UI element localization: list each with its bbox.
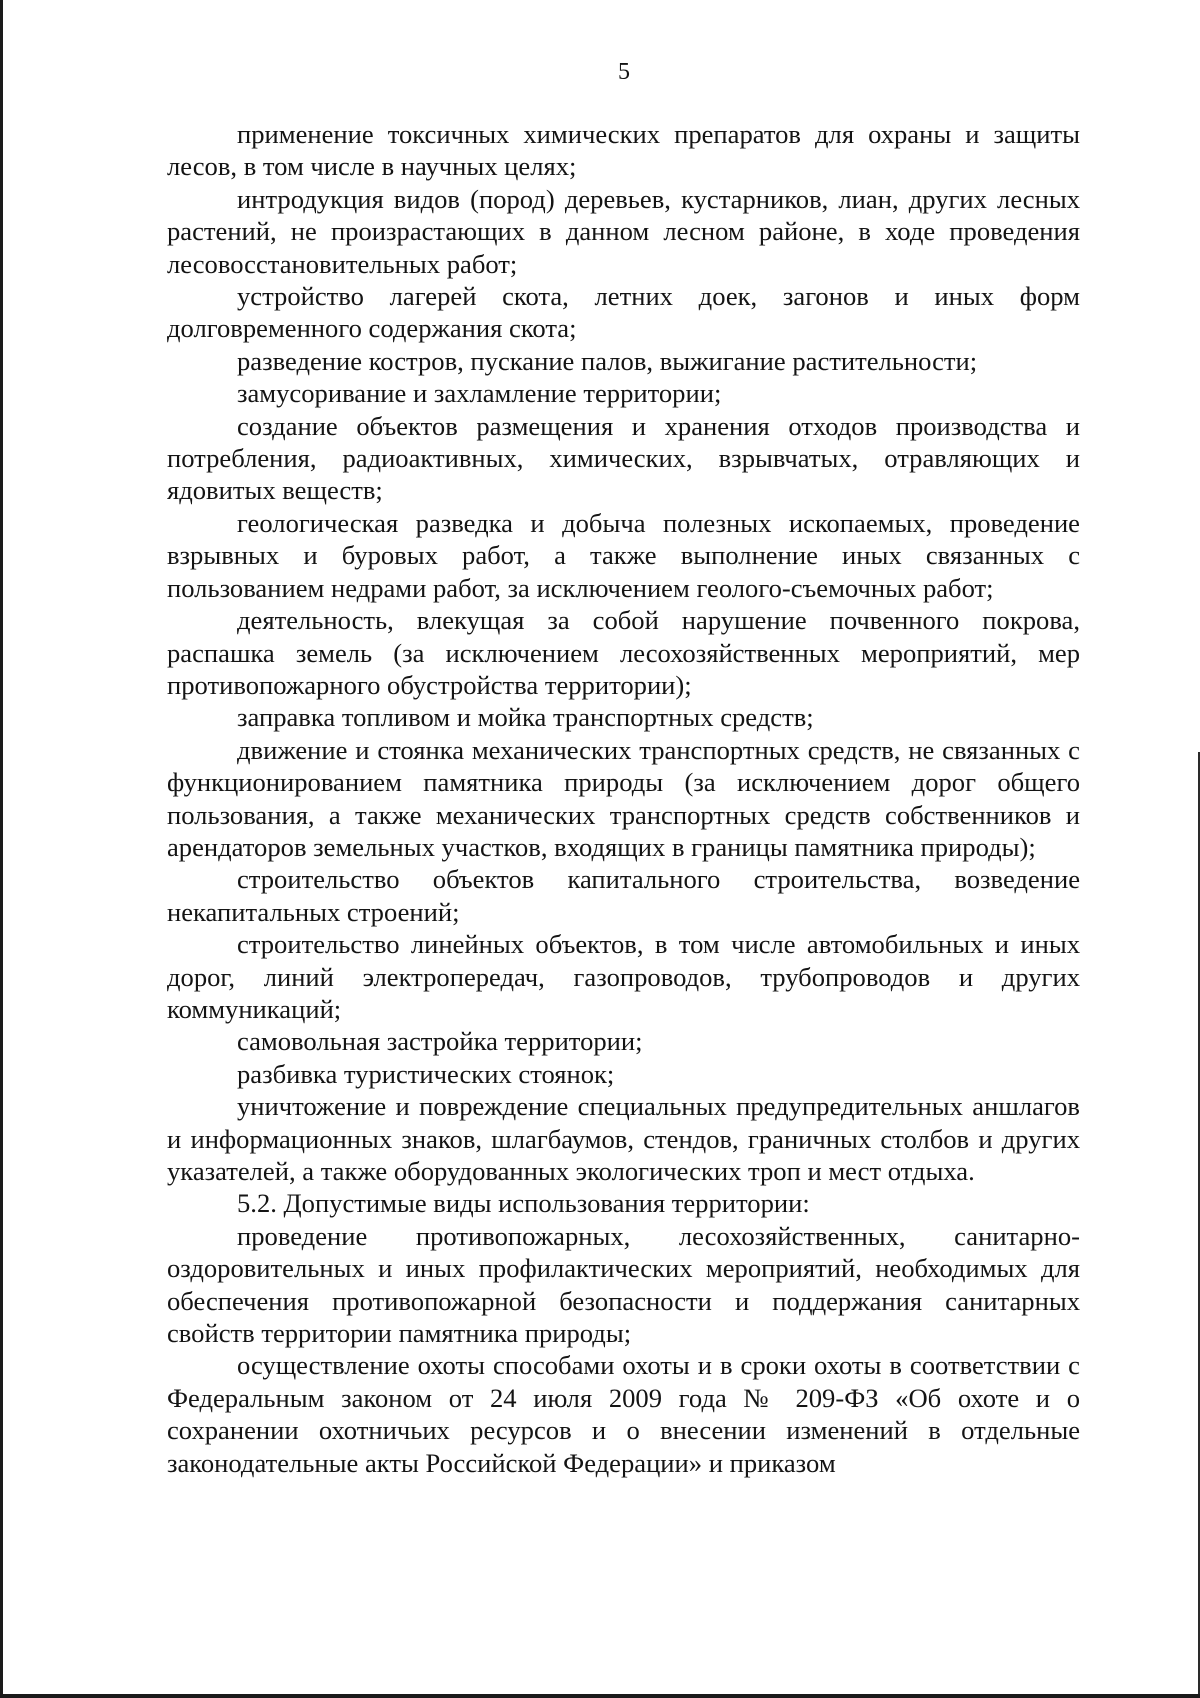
scan-border-left <box>0 0 3 1698</box>
paragraph: проведение противопожарных, лесохозяйственных, санитарно-оздоровительных и иных профилактических мероприятий, необходимых для обеспечения противопожарной безопасности и поддержания санитарных свойств территории памятника природы; <box>167 1220 1080 1349</box>
page-number: 5 <box>618 59 630 85</box>
paragraph: разведение костров, пускание палов, выжигание растительности; <box>237 345 978 376</box>
section-heading: 5.2. Допустимые виды использования территории: <box>237 1188 810 1219</box>
paragraph: движение и стоянка механических транспортных средств, не связанных с функционированием памятника природы (за исключением дорог общего пользования, а также механических транспортных средств собственников и арендаторов земельных участков, входящих в границы памятника природы); <box>167 734 1080 862</box>
paragraph: создание объектов размещения и хранения отходов производства и потребления, радиоактивных, химических, взрывчатых, отравляющих и ядовитых веществ; <box>167 410 1080 506</box>
scan-border-bottom <box>0 1694 1200 1698</box>
paragraph: осуществление охоты способами охоты и в сроки охоты в соответствии с Федеральным законом от 24 июля 2009 года № 209-ФЗ «Об охоте и о сохранении охотничьих ресурсов и о внесении изменений в отдельные законодательные акты Российской Федерации» и приказом <box>167 1350 1080 1478</box>
paragraph: применение токсичных химических препаратов для охраны и защиты лесов, в том числе в научных целях; <box>167 119 1080 182</box>
paragraph: устройство лагерей скота, летних доек, загонов и иных форм долговременного содержания скота; <box>167 281 1080 344</box>
document-body <box>167 118 1080 1479</box>
paragraph: заправка топливом и мойка транспортных средств; <box>237 702 814 733</box>
paragraph: самовольная застройка территории; <box>237 1026 643 1057</box>
paragraph: разбивка туристических стоянок; <box>237 1058 615 1089</box>
paragraph: интродукция видов (пород) деревьев, кустарников, лиан, других лесных растений, не произрастающих в данном лесном районе, в ходе проведения лесовосстановительных работ; <box>167 183 1080 279</box>
paragraph: строительство объектов капитального строительства, возведение некапитальных строений; <box>167 864 1080 927</box>
paragraph: строительство линейных объектов, в том числе автомобильных и иных дорог, линий электропередач, газопроводов, трубопроводов и других коммуникаций; <box>167 929 1080 1024</box>
paragraph: уничтожение и повреждение специальных предупредительных аншлагов и информационных знаков, шлагбаумов, стендов, граничных столбов и других указателей, а также оборудованных экологических троп и мест отдыха. <box>167 1091 1080 1186</box>
paragraph: замусоривание и захламление территории; <box>237 378 722 409</box>
paragraph: геологическая разведка и добыча полезных ископаемых, проведение взрывных и буровых работ, а также выполнение иных связанных с пользованием недрами работ, за исключением геолого-съемочных работ; <box>167 507 1080 603</box>
paragraph: деятельность, влекущая за собой нарушение почвенного покрова, распашка земель (за исключением лесохозяйственных мероприятий, мер противопожарного обустройства территории); <box>167 605 1080 700</box>
